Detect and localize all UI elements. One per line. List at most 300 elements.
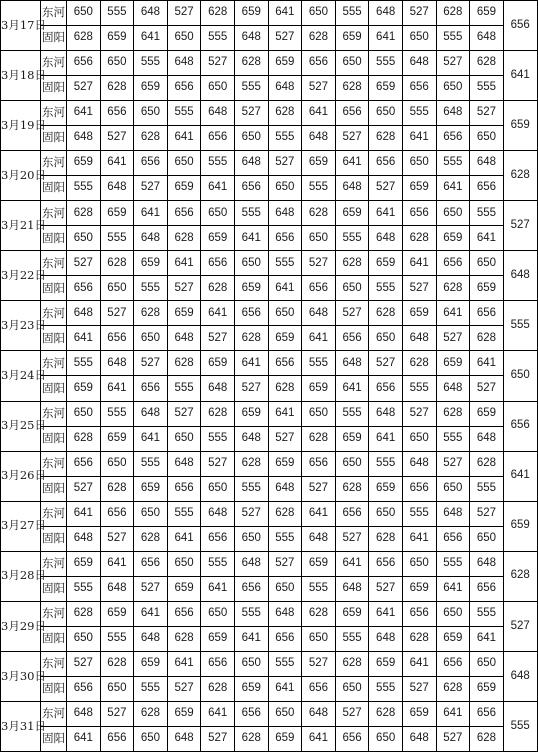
value-cell: 555 [470,601,504,626]
value-cell: 527 [268,551,302,576]
value-cell: 659 [134,251,168,276]
place-cell: 东河 [41,251,67,276]
value-cell: 659 [369,251,403,276]
table-row [1,376,538,401]
value-cell: 650 [369,326,403,351]
value-cell: 650 [100,676,134,701]
value-cell: 628 [100,651,134,676]
value-cell: 648 [234,151,268,176]
value-cell: 527 [436,51,470,76]
value-cell: 656 [100,326,134,351]
value-cell: 555 [335,1,369,26]
value-cell: 656 [234,301,268,326]
value-cell: 555 [369,451,403,476]
value-cell: 555 [134,276,168,301]
value-cell: 527 [67,476,101,501]
table-row [1,151,538,176]
value-cell: 628 [134,301,168,326]
value-cell: 656 [470,576,504,601]
value-cell: 656 [201,526,235,551]
value-cell: 555 [470,476,504,501]
value-cell: 659 [100,601,134,626]
value-cell: 641 [100,551,134,576]
value-cell: 648 [167,726,201,751]
value-cell: 527 [67,251,101,276]
value-cell: 659 [134,651,168,676]
value-cell: 628 [402,226,436,251]
value-cell: 555 [100,1,134,26]
place-cell: 固阳 [41,526,67,551]
value-cell: 527 [201,326,235,351]
value-cell: 628 [335,251,369,276]
value-cell: 648 [268,76,302,101]
value-cell: 659 [100,426,134,451]
value-cell: 648 [234,426,268,451]
value-cell: 555 [100,626,134,651]
value-cell: 650 [67,1,101,26]
value-cell: 650 [369,501,403,526]
value-cell: 650 [134,726,168,751]
value-cell: 555 [436,151,470,176]
value-cell: 555 [470,201,504,226]
value-cell: 628 [268,501,302,526]
table-row [1,226,538,251]
value-cell: 659 [67,151,101,176]
value-cell: 650 [402,26,436,51]
summary-cell: 527 [503,201,537,251]
value-cell: 650 [302,226,336,251]
value-cell: 656 [402,76,436,101]
value-cell: 650 [167,26,201,51]
value-cell: 656 [436,251,470,276]
place-cell: 固阳 [41,226,67,251]
value-cell: 555 [335,226,369,251]
value-cell: 527 [369,351,403,376]
value-cell: 656 [268,351,302,376]
summary-cell: 659 [503,501,537,551]
value-cell: 527 [167,401,201,426]
value-cell: 641 [302,326,336,351]
table-row [1,251,538,276]
value-cell: 641 [100,151,134,176]
value-cell: 527 [402,676,436,701]
date-cell: 3月23日 [1,301,41,351]
summary-cell: 648 [503,251,537,301]
value-cell: 641 [234,351,268,376]
value-cell: 555 [100,226,134,251]
table-row [1,651,538,676]
value-cell: 527 [134,351,168,376]
value-cell: 628 [167,626,201,651]
value-cell: 628 [67,26,101,51]
summary-cell: 555 [503,301,537,351]
value-cell: 659 [167,701,201,726]
value-cell: 628 [100,251,134,276]
table-row [1,76,538,101]
value-cell: 641 [234,626,268,651]
value-cell: 527 [100,701,134,726]
place-cell: 固阳 [41,426,67,451]
value-cell: 648 [67,701,101,726]
value-cell: 650 [302,401,336,426]
value-cell: 650 [268,176,302,201]
value-cell: 527 [67,76,101,101]
value-cell: 648 [470,551,504,576]
value-cell: 656 [436,126,470,151]
value-cell: 628 [436,401,470,426]
table-row [1,176,538,201]
value-cell: 648 [402,726,436,751]
place-cell: 固阳 [41,576,67,601]
value-cell: 628 [134,526,168,551]
value-cell: 641 [100,376,134,401]
summary-cell: 641 [503,451,537,501]
value-cell: 648 [335,351,369,376]
place-cell: 东河 [41,651,67,676]
value-cell: 641 [134,601,168,626]
table-row [1,401,538,426]
value-cell: 641 [335,551,369,576]
table-row [1,676,538,701]
value-cell: 641 [402,651,436,676]
value-cell: 648 [302,526,336,551]
table-row [1,576,538,601]
value-cell: 641 [134,426,168,451]
value-cell: 641 [436,576,470,601]
value-cell: 527 [167,676,201,701]
value-cell: 656 [234,176,268,201]
value-cell: 659 [335,426,369,451]
value-cell: 650 [201,201,235,226]
place-cell: 东河 [41,201,67,226]
value-cell: 628 [369,701,403,726]
table-row [1,626,538,651]
value-cell: 527 [302,251,336,276]
value-cell: 555 [67,176,101,201]
value-cell: 641 [302,726,336,751]
value-cell: 648 [167,451,201,476]
value-cell: 555 [134,51,168,76]
value-cell: 628 [302,201,336,226]
value-cell: 641 [167,526,201,551]
value-cell: 628 [167,351,201,376]
value-cell: 648 [436,376,470,401]
value-cell: 650 [436,601,470,626]
date-cell: 3月18日 [1,51,41,101]
date-cell: 3月22日 [1,251,41,301]
value-cell: 628 [402,626,436,651]
value-cell: 628 [100,476,134,501]
value-cell: 659 [302,551,336,576]
value-cell: 656 [369,551,403,576]
table-row [1,426,538,451]
value-cell: 656 [470,176,504,201]
value-cell: 659 [268,326,302,351]
value-cell: 656 [436,526,470,551]
value-cell: 641 [402,251,436,276]
value-cell: 641 [268,676,302,701]
value-cell: 527 [335,126,369,151]
place-cell: 东河 [41,151,67,176]
value-cell: 659 [369,651,403,676]
value-cell: 648 [402,451,436,476]
value-cell: 656 [470,301,504,326]
date-cell: 3月30日 [1,651,41,701]
value-cell: 650 [201,601,235,626]
value-cell: 527 [167,1,201,26]
value-cell: 555 [436,426,470,451]
value-cell: 648 [335,176,369,201]
value-cell: 656 [402,201,436,226]
value-cell: 648 [369,226,403,251]
value-cell: 555 [100,401,134,426]
value-cell: 527 [335,301,369,326]
value-cell: 648 [470,151,504,176]
value-cell: 659 [134,476,168,501]
value-cell: 628 [234,326,268,351]
value-cell: 555 [67,576,101,601]
value-cell: 628 [201,676,235,701]
value-cell: 641 [335,376,369,401]
table-row [1,476,538,501]
value-cell: 641 [167,251,201,276]
place-cell: 固阳 [41,276,67,301]
value-cell: 641 [369,26,403,51]
value-cell: 656 [167,76,201,101]
value-cell: 555 [302,176,336,201]
value-cell: 650 [100,451,134,476]
place-cell: 东河 [41,1,67,26]
value-cell: 656 [302,676,336,701]
value-cell: 650 [369,101,403,126]
value-cell: 641 [201,576,235,601]
place-cell: 固阳 [41,76,67,101]
value-cell: 628 [369,301,403,326]
value-cell: 656 [436,651,470,676]
place-cell: 固阳 [41,626,67,651]
value-cell: 555 [234,601,268,626]
value-cell: 527 [268,26,302,51]
value-cell: 628 [436,676,470,701]
table-row [1,26,538,51]
value-cell: 555 [470,76,504,101]
value-cell: 650 [436,201,470,226]
value-cell: 650 [335,676,369,701]
value-cell: 659 [470,676,504,701]
place-cell: 东河 [41,551,67,576]
table-row [1,601,538,626]
value-cell: 650 [234,126,268,151]
value-cell: 659 [67,551,101,576]
date-cell: 3月26日 [1,451,41,501]
value-cell: 650 [470,251,504,276]
value-cell: 650 [268,576,302,601]
value-cell: 648 [201,101,235,126]
value-cell: 656 [100,726,134,751]
value-cell: 648 [369,1,403,26]
date-cell: 3月24日 [1,351,41,401]
date-cell: 3月20日 [1,151,41,201]
place-cell: 东河 [41,601,67,626]
value-cell: 648 [67,126,101,151]
place-cell: 东河 [41,101,67,126]
value-cell: 555 [369,276,403,301]
value-cell: 527 [470,376,504,401]
value-cell: 555 [436,551,470,576]
value-cell: 656 [167,601,201,626]
value-cell: 648 [302,701,336,726]
value-cell: 527 [402,1,436,26]
place-cell: 固阳 [41,26,67,51]
value-cell: 659 [268,451,302,476]
value-cell: 659 [268,726,302,751]
value-cell: 650 [402,151,436,176]
value-cell: 555 [369,51,403,76]
value-cell: 628 [302,426,336,451]
value-cell: 659 [402,701,436,726]
value-cell: 641 [67,501,101,526]
value-cell: 659 [436,626,470,651]
value-cell: 656 [67,51,101,76]
place-cell: 固阳 [41,176,67,201]
value-cell: 555 [302,576,336,601]
value-cell: 628 [436,1,470,26]
value-cell: 650 [268,701,302,726]
value-cell: 641 [268,276,302,301]
value-cell: 641 [470,226,504,251]
value-cell: 659 [134,76,168,101]
table-row [1,101,538,126]
value-cell: 555 [335,626,369,651]
value-cell: 650 [134,326,168,351]
value-cell: 648 [268,201,302,226]
value-cell: 555 [268,651,302,676]
value-cell: 641 [436,701,470,726]
value-cell: 659 [302,376,336,401]
value-cell: 527 [369,176,403,201]
value-cell: 641 [268,1,302,26]
value-cell: 650 [335,51,369,76]
table-row [1,451,538,476]
value-cell: 659 [369,476,403,501]
value-cell: 650 [201,476,235,501]
value-cell: 656 [369,151,403,176]
value-cell: 527 [100,126,134,151]
value-cell: 527 [100,301,134,326]
value-cell: 555 [369,676,403,701]
value-cell: 628 [470,726,504,751]
value-cell: 659 [402,576,436,601]
table-row [1,301,538,326]
place-cell: 东河 [41,351,67,376]
value-cell: 648 [167,326,201,351]
table-body [1,1,538,752]
value-cell: 659 [201,626,235,651]
summary-cell: 628 [503,151,537,201]
value-cell: 648 [134,401,168,426]
value-cell: 628 [369,126,403,151]
value-cell: 659 [201,226,235,251]
value-cell: 555 [268,251,302,276]
value-cell: 656 [167,201,201,226]
value-cell: 628 [201,1,235,26]
value-cell: 641 [201,301,235,326]
value-cell: 527 [67,651,101,676]
table-row [1,351,538,376]
value-cell: 656 [201,251,235,276]
summary-cell: 527 [503,601,537,651]
value-cell: 527 [100,526,134,551]
value-cell: 555 [402,376,436,401]
value-cell: 656 [100,501,134,526]
value-cell: 628 [335,76,369,101]
value-cell: 527 [134,576,168,601]
value-cell: 527 [134,176,168,201]
value-cell: 641 [402,526,436,551]
value-cell: 628 [335,476,369,501]
value-cell: 656 [335,101,369,126]
value-cell: 555 [201,551,235,576]
summary-cell: 659 [503,101,537,151]
value-cell: 659 [402,301,436,326]
value-cell: 641 [67,101,101,126]
place-cell: 东河 [41,701,67,726]
value-cell: 527 [201,51,235,76]
value-cell: 648 [67,526,101,551]
value-cell: 659 [167,176,201,201]
value-cell: 648 [268,476,302,501]
value-cell: 648 [470,26,504,51]
value-cell: 648 [402,326,436,351]
table-row [1,1,538,26]
value-cell: 648 [100,576,134,601]
table-row [1,526,538,551]
value-cell: 659 [67,376,101,401]
value-cell: 628 [369,526,403,551]
value-cell: 659 [470,1,504,26]
value-cell: 650 [369,726,403,751]
value-cell: 650 [167,426,201,451]
value-cell: 527 [268,426,302,451]
value-cell: 628 [67,426,101,451]
date-cell: 3月25日 [1,401,41,451]
value-cell: 555 [402,501,436,526]
value-cell: 628 [470,51,504,76]
value-cell: 659 [335,26,369,51]
value-cell: 527 [470,101,504,126]
value-cell: 555 [167,376,201,401]
value-cell: 650 [100,276,134,301]
value-cell: 641 [134,26,168,51]
value-cell: 650 [67,626,101,651]
value-cell: 628 [134,126,168,151]
value-cell: 648 [402,51,436,76]
value-cell: 628 [67,201,101,226]
place-cell: 固阳 [41,376,67,401]
value-cell: 641 [167,126,201,151]
table-row [1,51,538,76]
value-cell: 527 [402,276,436,301]
value-cell: 527 [436,726,470,751]
value-cell: 656 [167,476,201,501]
value-cell: 659 [335,201,369,226]
value-cell: 650 [234,526,268,551]
value-cell: 555 [436,26,470,51]
date-cell: 3月28日 [1,551,41,601]
value-cell: 648 [201,501,235,526]
value-cell: 659 [100,201,134,226]
place-cell: 东河 [41,451,67,476]
